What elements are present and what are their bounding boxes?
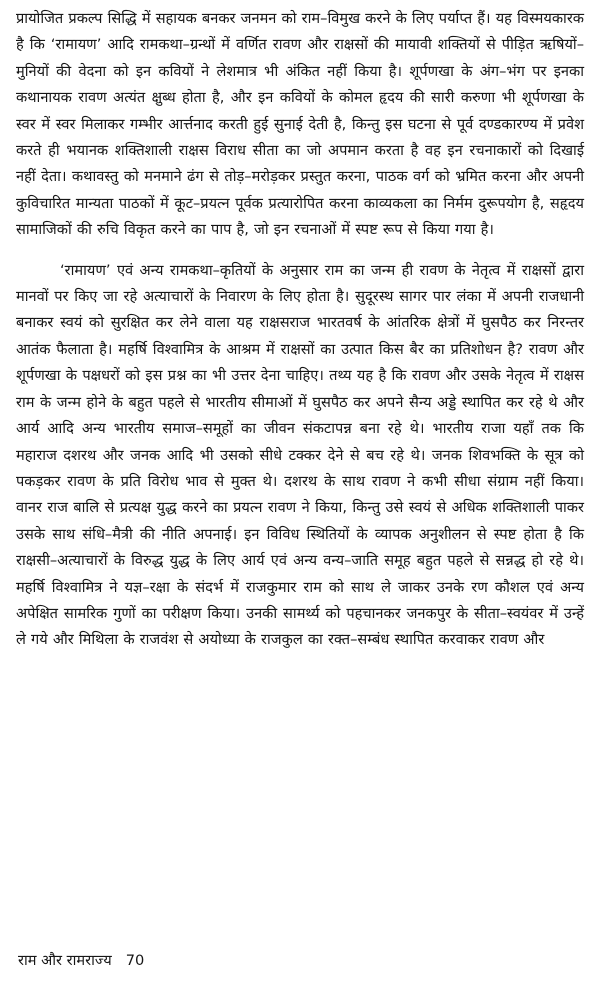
- paragraph-spacer: [16, 244, 584, 258]
- paragraph-2: ‘रामायण’ एवं अन्य रामकथा–कृतियों के अनुसार राम का जन्म ही रावण के नेतृत्व में राक्षसों द्वारा मानवों पर किए जा रहे अत्याचारों के निवारण के लिए होता है। सुदूरस्थ सागर पार लंका में अपनी राजधानी बनाकर स्वयं को सुरक्षित कर लेने वाला यह राक्षसराज भारतवर्ष के आंतरिक क्षेत्रों में घुसपैठ कर निरन्तर आतंक फैलाता है। महर्षि विश्वामित्र के आश्रम में राक्षसों का उत्पात किस बैर का प्रतिशोधन है? रावण और शूर्पणखा के पक्षधरों को इस प्रश्न का भी उत्तर देना चाहिए। तथ्य यह है कि रावण और उसके नेतृत्व में राक्षस राम के जन्म होने के बहुत पहले से भारतीय सीमाओं में घुसपैठ कर अपने सैन्य अड्डे स्थापित कर रहे थे और आर्य आदि अन्य भारतीय समाज–समूहों का जीवन संकटापन्न बना रहे थे। भारतीय राजा यहाँ तक कि महाराज दशरथ और जनक आदि भी उसको सीधे टक्कर देने से बच रहे थे। जनक शिवभक्ति के सूत्र को पकड़कर रावण के प्रति विरोध भाव से मुक्त थे। दशरथ के साथ रावण ने कभी सीधा संग्राम नहीं किया। वानर राज बालि से प्रत्यक्ष युद्ध करने का प्रयत्न रावण ने किया, किन्तु उसे स्वयं से अधिक शक्तिशाली पाकर उसके साथ संधि–मैत्री की नीति अपनाई। इन विविध स्थितियों के व्यापक अनुशीलन से स्पष्ट होता है कि राक्षसी–अत्याचारों के विरुद्ध युद्ध के लिए आर्य एवं अन्य वन्य–जाति समूह बहुत पहले से सन्नद्ध हो रहे थे। महर्षि विश्वामित्र ने यज्ञ–रक्षा के संदर्भ में राजकुमार राम को साथ ले जाकर उनके रण कौशल एवं अन्य अपेक्षित सामरिक गुणों का परीक्षण किया। उनकी सामर्थ्य को पहचानकर जनकपुर के सीता–स्वयंवर में उन्हें ले गये और मिथिला के राजवंश से अयोध्या के राजकुल का रक्त–सम्बंध स्थापित करवाकर रावण और: [16, 261, 584, 649]
- page-footer: [18, 951, 144, 971]
- paragraph-1: प्रायोजित प्रकल्प सिद्धि में सहायक बनकर जनमन को राम–विमुख करने के लिए पर्याप्त हैं। यह विस्मयकारक है कि ‘रामायण’ आदि रामकथा–ग्रन्थों में वर्णित रावण और राक्षसों की मायावी शक्तियों से पीड़ित ऋषियों–मुनियों की वेदना को इन कवियों ने लेशमात्र भी अंकित नहीं किया है। शूर्पणखा के अंग–भंग पर इनका कथानायक रावण अत्यंत क्षुब्ध होता है, और इन कवियों के कोमल हृदय की सारी करुणा भी शूर्पणखा के स्वर में स्वर मिलाकर गम्भीर आर्त्तनाद करती हुई सुनाई देती है, किन्तु इस घटना से पूर्व दण्डकारण्य में प्रवेश करते ही भयानक शक्तिशाली राक्षस विराध सीता का जो अपमान करता है वह इन रचनाकारों को दिखाई नहीं देता। कथावस्तु को मनमाने ढंग से तोड़–मरोड़कर प्रस्तुत करना, पाठक वर्ग को भ्रमित करना और अपनी कुविचारित मान्यता पाठकों में कूट–प्रयत्न पूर्वक प्रत्यारोपित करना काव्यकला का निर्मम दुरूपयोग है, सहृदय सामाजिकों की रुचि विकृत करने का पाप है, जो इन रचनाओं में स्पष्ट रूप से किया गया है।: [16, 10, 584, 239]
- footer-page-number: 70: [125, 952, 145, 969]
- page-body: [16, 6, 584, 654]
- footer-book-title: राम और रामराज्य: [18, 952, 112, 969]
